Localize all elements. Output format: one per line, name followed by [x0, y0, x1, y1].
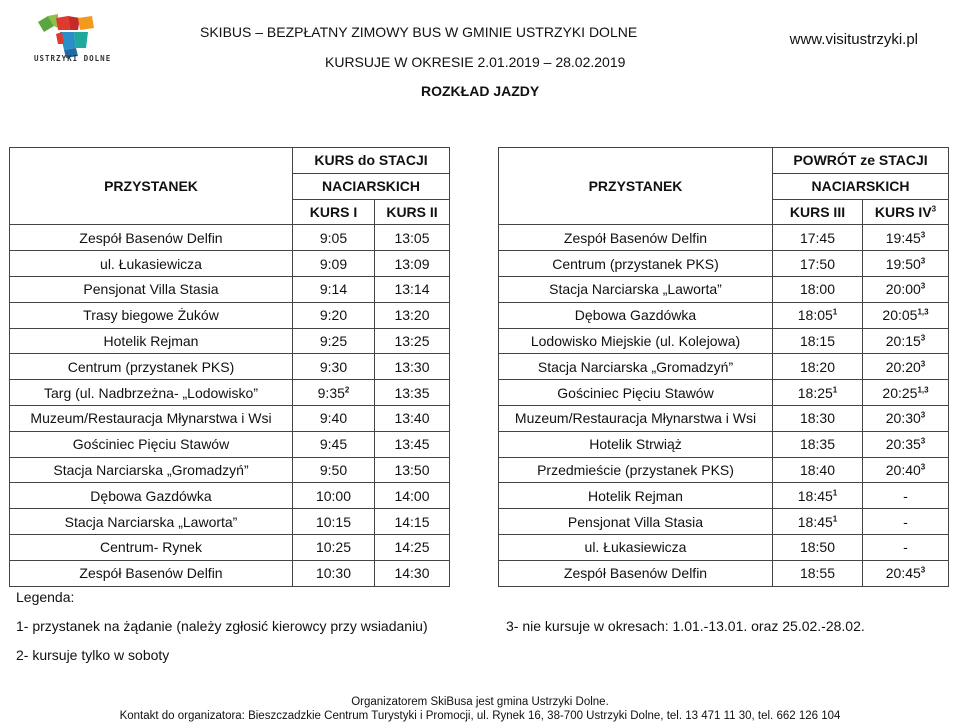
departure-time: 9:14 — [293, 276, 375, 302]
organizer-note: Organizatorem SkiBusa jest gmina Ustrzyki Dolne. — [351, 696, 609, 708]
departure-time: 10:30 — [293, 560, 375, 586]
footnote-marker: 3 — [920, 333, 926, 343]
table-row — [499, 534, 949, 560]
departure-time: $20:15^3$ — [863, 328, 949, 354]
table-row — [10, 483, 450, 509]
footnote-marker: 3 — [920, 410, 926, 420]
stop-name: Przedmieście (przystanek PKS) — [499, 457, 773, 483]
departure-time: 13:45 — [375, 431, 450, 457]
departure-time: 18:00 — [773, 276, 863, 302]
footnote-marker: 3 — [920, 255, 926, 265]
group-header-line2: NACIARSKICH — [293, 173, 450, 199]
departure-time: 18:20 — [773, 354, 863, 380]
stop-column-header: PRZYSTANEK — [499, 148, 773, 225]
stop-name: Targ (ul. Nadbrzeżna- „Lodowisko” — [10, 380, 293, 406]
departure-time: $20:30^3$ — [863, 405, 949, 431]
stop-name: Stacja Narciarska „Gromadzyń” — [10, 457, 293, 483]
stop-name: Stacja Narciarska „Gromadzyń” — [499, 354, 773, 380]
stop-name: Centrum (przystanek PKS) — [499, 251, 773, 277]
kurs-4-label: KURS IV — [874, 203, 932, 220]
footnote-marker: 1 — [832, 307, 838, 317]
departure-time: 13:30 — [375, 354, 450, 380]
stop-name: Zespół Basenów Delfin — [10, 560, 293, 586]
departure-time: 9:50 — [293, 457, 375, 483]
footnote-marker: 3 — [920, 462, 926, 472]
departure-time: - — [863, 483, 949, 509]
footnote-marker: 3 — [920, 436, 926, 446]
departure-time: 9:09 — [293, 251, 375, 277]
departure-time: 10:15 — [293, 509, 375, 535]
table-row — [499, 457, 949, 483]
stop-name: Muzeum/Restauracja Młynarstwa i Wsi — [499, 405, 773, 431]
legend-title: Legenda: — [16, 589, 75, 605]
table-row — [499, 225, 949, 251]
departure-time: 13:05 — [375, 225, 450, 251]
kurs-4-footnote: 3 — [931, 204, 937, 214]
stop-name: Hotelik Rejman — [499, 483, 773, 509]
departure-time: 20:25$^{1,3}$ — [863, 380, 949, 406]
departure-time: 10:25 — [293, 534, 375, 560]
departure-time: 13:09 — [375, 251, 450, 277]
departure-time: 18:30 — [773, 405, 863, 431]
departure-time: $18:45^1$ — [773, 509, 863, 535]
departure-time: 20:05$^{1,3}$ — [863, 302, 949, 328]
stop-name: Pensjonat Villa Stasia — [10, 276, 293, 302]
stop-name: Zespół Basenów Delfin — [10, 225, 293, 251]
table-row — [10, 534, 450, 560]
table-row — [10, 509, 450, 535]
table-row — [10, 302, 450, 328]
footnote-marker: 3 — [920, 359, 926, 369]
table-row — [499, 251, 949, 277]
departure-time: $9:35^2$ — [293, 380, 375, 406]
stop-name: Hotelik Strwiąż — [499, 431, 773, 457]
kurs-2-header: KURS II — [375, 199, 450, 225]
departure-time: 9:40 — [293, 405, 375, 431]
stop-name: Lodowisko Miejskie (ul. Kolejowa) — [499, 328, 773, 354]
departure-time: $18:05^1$ — [773, 302, 863, 328]
stop-name: ul. Łukasiewicza — [499, 534, 773, 560]
table-row — [10, 380, 450, 406]
table-row — [499, 328, 949, 354]
stop-name: Trasy biegowe Żuków — [10, 302, 293, 328]
departure-time: 18:55 — [773, 560, 863, 586]
footnote-marker: 3 — [920, 281, 926, 291]
departure-time: $20:20^3$ — [863, 354, 949, 380]
departure-time: $18:25^1$ — [773, 380, 863, 406]
stop-name: Gościniec Pięciu Stawów — [10, 431, 293, 457]
departure-time: 9:30 — [293, 354, 375, 380]
timetable-return-from-ski-stations — [498, 147, 949, 587]
schedule-subtitle: ROZKŁAD JAZDY — [421, 83, 540, 99]
kurs-1-header: KURS I — [293, 199, 375, 225]
table-row — [499, 405, 949, 431]
departure-time: 9:20 — [293, 302, 375, 328]
departure-time: $18:45^1$ — [773, 483, 863, 509]
departure-time: 10:00 — [293, 483, 375, 509]
table-row — [499, 354, 949, 380]
kurs-3-header: KURS III — [773, 199, 863, 225]
departure-time: $19:50^3$ — [863, 251, 949, 277]
departure-time: 18:35 — [773, 431, 863, 457]
departure-time: 9:25 — [293, 328, 375, 354]
stop-name: Muzeum/Restauracja Młynarstwa i Wsi — [10, 405, 293, 431]
table-row — [499, 509, 949, 535]
organizer-contact: Kontakt do organizatora: Bieszczadzkie Centrum Turystyki i Promocji, ul. Rynek 16, 38-700 Ustrzyki Dolne, tel. 13 471 11 30, tel. 662 126 104 — [119, 710, 841, 722]
stop-name: Hotelik Rejman — [10, 328, 293, 354]
table-row — [499, 380, 949, 406]
stop-name: Zespół Basenów Delfin — [499, 225, 773, 251]
stop-name: Stacja Narciarska „Laworta” — [499, 276, 773, 302]
departure-time: 9:45 — [293, 431, 375, 457]
table-row — [499, 431, 949, 457]
departure-time: 9:05 — [293, 225, 375, 251]
group-header-line1: POWRÓT ze STACJI — [773, 148, 949, 174]
footnote-marker: 1,3 — [917, 384, 929, 394]
period-text: KURSUJE W OKRESIE 2.01.2019 – 28.02.2019 — [325, 54, 626, 70]
table-row — [499, 276, 949, 302]
departure-time: 14:15 — [375, 509, 450, 535]
logo-text: USTRZYKI DOLNE — [34, 54, 112, 63]
stop-column-header: PRZYSTANEK — [10, 148, 293, 225]
stop-name: Gościniec Pięciu Stawów — [499, 380, 773, 406]
table-row — [10, 431, 450, 457]
legend-note-3: 3- nie kursuje w okresach: 1.01.-13.01. oraz 25.02.-28.02. — [506, 618, 865, 634]
table-row — [10, 405, 450, 431]
stop-name: Centrum- Rynek — [10, 534, 293, 560]
kurs-4-header — [863, 199, 949, 225]
table-row — [10, 560, 450, 586]
table-row — [10, 328, 450, 354]
table-row — [499, 483, 949, 509]
stop-name: Dębowa Gazdówka — [10, 483, 293, 509]
departure-time: 18:15 — [773, 328, 863, 354]
departure-time: 13:14 — [375, 276, 450, 302]
footnote-marker: 1 — [832, 384, 838, 394]
stop-name: Centrum (przystanek PKS) — [10, 354, 293, 380]
footnote-marker: 1 — [832, 488, 838, 498]
footnote-marker: 3 — [920, 565, 926, 575]
departure-time: 18:50 — [773, 534, 863, 560]
departure-time: 14:30 — [375, 560, 450, 586]
footnote-marker: 1,3 — [917, 307, 929, 317]
group-header-line1: KURS do STACJI — [293, 148, 450, 174]
departure-time: 13:35 — [375, 380, 450, 406]
stop-name: Dębowa Gazdówka — [499, 302, 773, 328]
departure-time: 14:25 — [375, 534, 450, 560]
departure-time: $19:45^3$ — [863, 225, 949, 251]
departure-time: 14:00 — [375, 483, 450, 509]
footnote-marker: 2 — [344, 384, 350, 394]
departure-time: 17:50 — [773, 251, 863, 277]
departure-time: $20:45^3$ — [863, 560, 949, 586]
departure-time: 18:40 — [773, 457, 863, 483]
table-row — [499, 560, 949, 586]
timetable-to-ski-stations — [9, 147, 450, 587]
stop-name: ul. Łukasiewicza — [10, 251, 293, 277]
table-row — [10, 354, 450, 380]
stop-name: Stacja Narciarska „Laworta” — [10, 509, 293, 535]
group-header-line2: NACIARSKICH — [773, 173, 949, 199]
footnote-marker: 1 — [832, 513, 838, 523]
departure-time: 13:25 — [375, 328, 450, 354]
page-title: SKIBUS – BEZPŁATNY ZIMOWY BUS W GMINIE USTRZYKI DOLNE — [200, 24, 638, 40]
departure-time: 13:20 — [375, 302, 450, 328]
table-row — [10, 276, 450, 302]
legend-note-1: 1- przystanek na żądanie (należy zgłosić kierowcy przy wsiadaniu) — [16, 618, 428, 634]
departure-time: $20:00^3$ — [863, 276, 949, 302]
table-row — [10, 251, 450, 277]
footnote-marker: 3 — [920, 230, 926, 240]
departure-time: 13:40 — [375, 405, 450, 431]
table-row — [10, 457, 450, 483]
table-row — [10, 225, 450, 251]
stop-name: Zespół Basenów Delfin — [499, 560, 773, 586]
stop-name: Pensjonat Villa Stasia — [499, 509, 773, 535]
website-url: www.visitustrzyki.pl — [789, 31, 918, 48]
departure-time: - — [863, 534, 949, 560]
legend-note-2: 2- kursuje tylko w soboty — [16, 647, 170, 663]
departure-time: $20:35^3$ — [863, 431, 949, 457]
table-row — [499, 302, 949, 328]
departure-time: 13:50 — [375, 457, 450, 483]
departure-time: $20:40^3$ — [863, 457, 949, 483]
departure-time: - — [863, 509, 949, 535]
departure-time: 17:45 — [773, 225, 863, 251]
